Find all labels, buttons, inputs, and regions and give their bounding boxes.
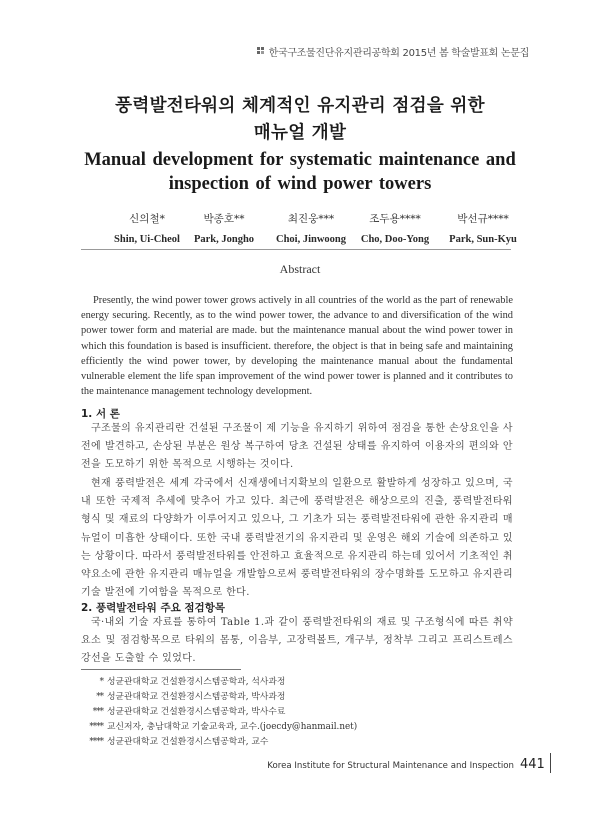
author-name-ko: 최진웅*** xyxy=(287,213,335,225)
footnote-mark: * xyxy=(99,677,103,687)
footnote-text: 성균관대학교 건설환경시스템공학과, 석사과정 xyxy=(107,677,286,687)
footnote-text: 성균관대학교 건설환경시스템공학과, 교수 xyxy=(107,736,269,747)
title-korean-line1: 풍력발전타워의 체계적인 유지관리 점검을 위한 xyxy=(115,96,485,116)
footnote xyxy=(81,720,521,735)
author-name-ko: 조두용**** xyxy=(369,213,421,225)
abstract-heading: Abstract xyxy=(279,262,321,276)
title-english-line1: Manual development for systematic maintenance and xyxy=(84,150,516,170)
author-name-ko: 박종호** xyxy=(203,213,245,225)
title-english-line2: inspection of wind power towers xyxy=(168,174,432,194)
section-1-paragraph-1: 구조물의 유지관리란 건설된 구조물이 제 기능을 유지하기 위하여 점검을 통한 손상요인을 사전에 발견하고, 손상된 부분은 원상 복구하여 당초 건설된 상태를 유지하여 이용자의 편의와 안전을 도모하기 위한 목적으로 시행하는 것이다. xyxy=(81,423,513,471)
author-name-en: Park, Jongho xyxy=(193,234,255,245)
author-name-en: Shin, Ui-Cheol xyxy=(114,234,180,245)
footnote xyxy=(81,675,521,690)
header-text: 한국구조물진단유지관리공학회 2015년 봄 학술발표회 논문집 xyxy=(268,48,529,59)
page-number: 441 xyxy=(520,757,545,772)
footnote-text: 성균관대학교 건설환경시스템공학과, 박사과정 xyxy=(107,691,286,702)
footnote-text: 교신저자, 충남대학교 기술교육과, 교수.(joecdy@hanmail.net) xyxy=(107,721,358,732)
abstract-body: Presently, the wind power tower grows actively in all countries of the world as the part of renewable energy securing. Recently, as to the wind power tower, the advance to and diversification of the wind power tower form and material are made. but the maintenance manual about the wind power tower in which this foundation is based is insufficient. therefore, the object is that in being safe and maintaining efficiently the wind power tower, by developing the maintenance manual about the fundamental vulnerable element the life span improvement of the wind power tower is planned and it contributes to the maintenance management technology development. xyxy=(81,295,513,398)
author-5 xyxy=(428,211,538,245)
section-1-heading: 1. 서 론 xyxy=(81,408,120,420)
footer-divider xyxy=(550,753,551,773)
footnote-text: 성균관대학교 건설환경시스템공학과, 박사수료 xyxy=(107,706,286,717)
footnote-rule xyxy=(81,669,241,670)
footer-institution: Korea Institute for Structural Maintenance and Inspection xyxy=(267,761,514,771)
footnote xyxy=(81,705,521,720)
footnote-mark: ** xyxy=(96,691,103,702)
running-header xyxy=(257,44,529,59)
footnote-mark: **** xyxy=(89,736,103,747)
footnote-mark: **** xyxy=(89,721,103,732)
author-name-ko: 박선규**** xyxy=(457,213,509,225)
title-korean-line2: 매뉴얼 개발 xyxy=(253,123,347,143)
footnote xyxy=(81,690,521,705)
footnote-mark: *** xyxy=(92,706,103,717)
author-name-en: Choi, Jinwoong xyxy=(275,234,347,245)
author-name-ko: 신의철* xyxy=(129,213,165,225)
divider-rule xyxy=(81,249,511,250)
section-1-paragraph-2: 현재 풍력발전은 세계 각국에서 신재생에너지확보의 일환으로 활발하게 성장하고 있으며, 국내 또한 국제적 추세에 맞추어 가고 있다. 최근에 풍력발전은 해상으로의 진출, 풍력발전타워 형식 및 재료의 다양화가 이루어지고 있으나, 그 기초가 되는 풍력발전타워에 관한 유지관리 매뉴얼이 미흡한 상태이다. 또한 국내 풍력발전기의 유지관리 및 운영은 해외 기술에 의존하고 있는 상황이다. 따라서 풍력발전타워를 안전하고 효율적으로 유지관리 하는데 있어서 기초적인 취약요소에 관한 유지관리 매뉴얼을 개발함으로써 풍력발전타워의 장수명화를 도모하고 유지관리기술 발전에 기여함을 목적으로 한다. xyxy=(81,478,513,599)
footnotes xyxy=(81,675,521,750)
author-name-en: Park, Sun-Kyu xyxy=(449,234,517,245)
section-2-heading: 2. 풍력발전타워 주요 점검항목 xyxy=(81,602,225,614)
section-2-paragraph-1: 국·내외 기술 자료를 통하여 Table 1.과 같이 풍력발전타워의 재료 및 구조형식에 따른 취약요소 및 점검항목으로 타워의 몸통, 이음부, 고장력볼트, 개구부, 정착부 그리고 프리스트레스 강선을 도출할 수 있었다. xyxy=(81,617,513,665)
author-name-en: Cho, Doo-Yong xyxy=(360,234,430,245)
bullet-squares-icon xyxy=(257,47,266,56)
footnote xyxy=(81,735,521,750)
